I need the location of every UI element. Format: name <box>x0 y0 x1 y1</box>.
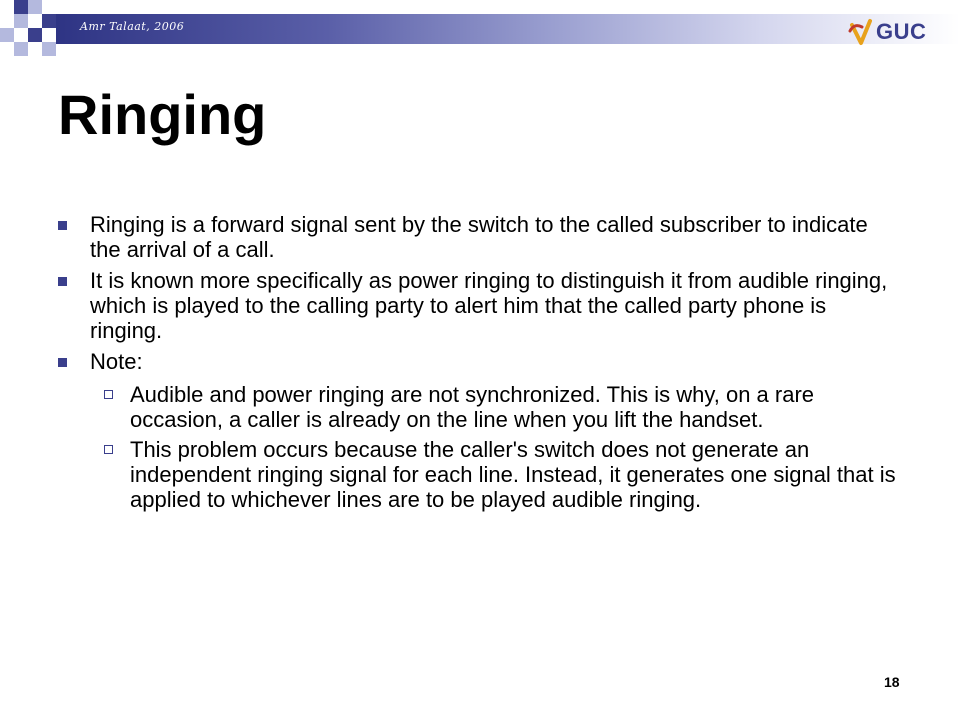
author-credit: Amr Talaat, 2006 <box>80 20 185 33</box>
guc-logo <box>848 12 926 52</box>
decorative-square <box>42 42 56 56</box>
decorative-square <box>14 0 28 14</box>
slide-title: Ringing <box>58 83 267 146</box>
bullet-text: Ringing is a forward signal sent by the switch to the called subscriber to indicate the arrival of a call. <box>90 212 868 262</box>
decorative-square <box>28 0 42 14</box>
logo-text: GUC <box>876 19 927 44</box>
filled-square-bullet-icon <box>58 358 67 367</box>
hollow-square-bullet-icon <box>104 390 113 399</box>
guc-logo-icon <box>848 17 874 47</box>
hollow-square-bullet-icon <box>104 445 113 454</box>
bullet-item <box>56 349 896 512</box>
bullet-item <box>56 212 896 262</box>
sub-bullet-item <box>90 382 896 432</box>
page-number: 18 <box>884 674 900 690</box>
decorative-square <box>28 28 42 42</box>
bullet-item <box>56 268 896 343</box>
filled-square-bullet-icon <box>58 221 67 230</box>
decorative-square <box>42 14 56 28</box>
sub-bullet-list <box>90 382 896 512</box>
sub-bullet-text: This problem occurs because the caller's switch does not generate an independent ringing signal for each line. Instead, it generates one signal that is applied to whichever lines are to be played audible ringing. <box>130 437 896 512</box>
sub-bullet-item <box>90 437 896 512</box>
header-bar <box>56 14 960 44</box>
bullet-list <box>56 212 896 512</box>
decorative-square <box>14 42 28 56</box>
decorative-square <box>0 28 14 42</box>
decorative-square <box>14 14 28 28</box>
slide-content <box>56 212 896 518</box>
bullet-text: Note: <box>90 349 143 374</box>
bullet-text: It is known more specifically as power ringing to distinguish it from audible ringing, which is played to the calling party to alert him that the called party phone is ringing. <box>90 268 888 343</box>
sub-bullet-text: Audible and power ringing are not synchronized. This is why, on a rare occasion, a caller is already on the line when you lift the handset. <box>130 382 815 432</box>
filled-square-bullet-icon <box>58 277 67 286</box>
